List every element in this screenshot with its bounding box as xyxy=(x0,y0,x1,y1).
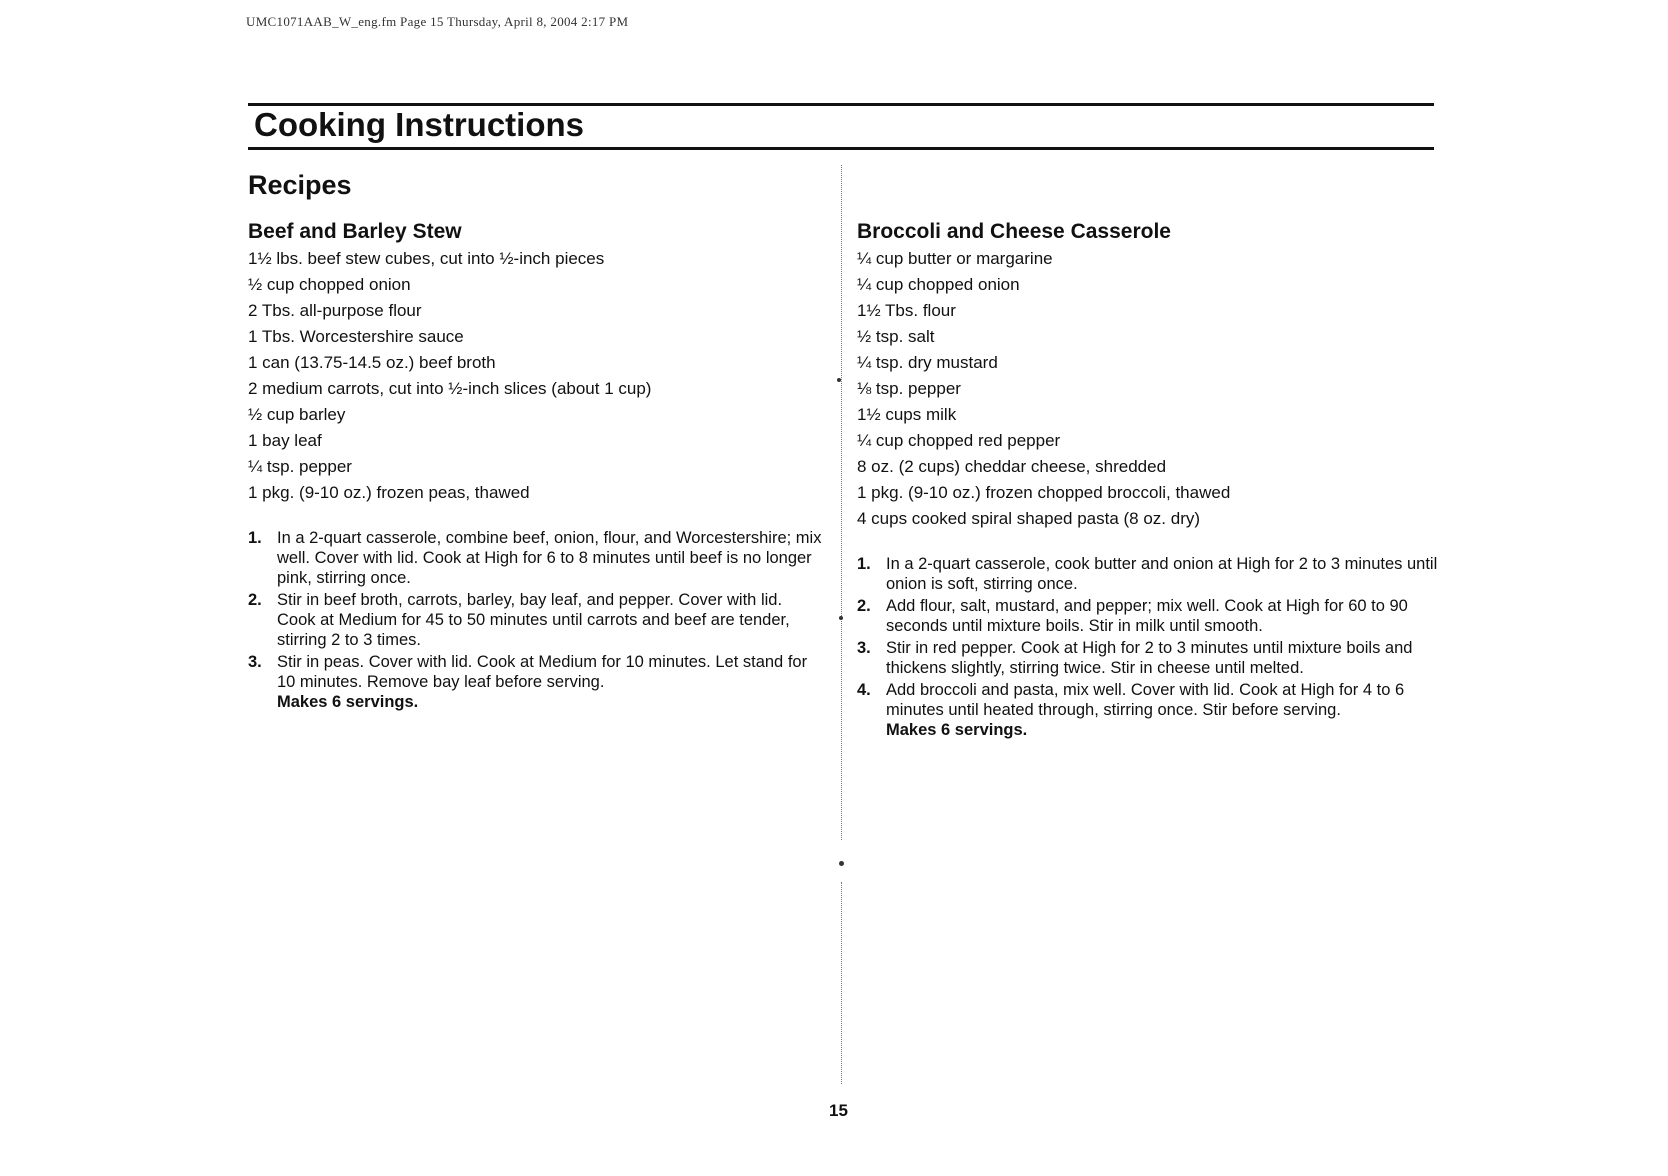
ingredient-item: 1½ Tbs. flour xyxy=(857,301,956,320)
ingredient-item: ¼ cup chopped onion xyxy=(857,275,1020,294)
ingredient-item: 1 can (13.75-14.5 oz.) beef broth xyxy=(248,353,496,372)
step-text: Stir in peas. Cover with lid. Cook at Medium for 10 minutes. Let stand for 10 minutes. Remove bay leaf before serving. xyxy=(277,653,808,691)
section-title: Recipes xyxy=(248,170,352,200)
recipe-broccoli-cheese-casserole xyxy=(857,218,1442,742)
page-title: Cooking Instructions xyxy=(254,106,584,143)
ingredient-item: 1 bay leaf xyxy=(248,431,322,450)
ingredient-item: ½ cup chopped onion xyxy=(248,275,411,294)
ingredient-item: 2 Tbs. all-purpose flour xyxy=(248,301,422,320)
ingredient-item: 8 oz. (2 cups) cheddar cheese, shredded xyxy=(857,457,1167,476)
step-text: Add flour, salt, mustard, and pepper; mix well. Cook at High for 60 to 90 seconds until mixture boils. Stir in milk until smooth. xyxy=(886,597,1408,635)
ingredient-item: ½ cup barley xyxy=(248,405,346,424)
registration-dot xyxy=(839,861,844,866)
step-list xyxy=(857,554,1442,740)
ingredient-item: 1 pkg. (9-10 oz.) frozen peas, thawed xyxy=(248,483,530,502)
step-item xyxy=(857,638,1442,678)
ingredient-item: ¼ tsp. pepper xyxy=(248,457,352,476)
step-number: 1. xyxy=(857,555,871,573)
step-text: Stir in beef broth, carrots, barley, bay leaf, and pepper. Cover with lid. Cook at Medium for 45 to 50 minutes until carrots and beef are tender, stirring 2 to 3 times. xyxy=(277,591,790,649)
step-text: In a 2-quart casserole, cook butter and onion at High for 2 to 3 minutes until onion is soft, stirring once. xyxy=(886,555,1438,593)
step-item xyxy=(248,590,823,650)
step-list xyxy=(248,528,823,712)
ingredient-item: 1 pkg. (9-10 oz.) frozen chopped broccoli, thawed xyxy=(857,483,1231,502)
recipe-title: Broccoli and Cheese Casserole xyxy=(857,220,1171,243)
ingredient-list xyxy=(248,246,823,506)
step-number: 2. xyxy=(857,597,871,615)
step-number: 2. xyxy=(248,591,262,609)
step-text: Stir in red pepper. Cook at High for 2 to 3 minutes until mixture boils and thickens slightly, stirring twice. Stir in cheese until melted. xyxy=(886,639,1413,677)
ingredient-item: 1½ cups milk xyxy=(857,405,957,424)
column-divider xyxy=(841,882,842,1084)
ingredient-item: ⅛ tsp. pepper xyxy=(857,379,961,398)
ingredient-item: 1 Tbs. Worcestershire sauce xyxy=(248,327,464,346)
step-number: 4. xyxy=(857,681,871,699)
step-text: In a 2-quart casserole, combine beef, onion, flour, and Worcestershire; mix well. Cover with lid. Cook at High for 6 to 8 minutes until beef is no longer pink, stirring once. xyxy=(277,529,822,587)
step-item xyxy=(857,554,1442,594)
ingredient-item: ¼ cup chopped red pepper xyxy=(857,431,1061,450)
recipe-title: Beef and Barley Stew xyxy=(248,220,462,243)
servings-note: Makes 6 servings. xyxy=(886,721,1028,739)
ingredient-item: 2 medium carrots, cut into ½-inch slices (about 1 cup) xyxy=(248,379,652,398)
registration-dot xyxy=(837,378,841,382)
servings-note: Makes 6 servings. xyxy=(277,693,419,711)
column-divider xyxy=(841,165,842,840)
step-number: 3. xyxy=(248,653,262,671)
ingredient-item: 4 cups cooked spiral shaped pasta (8 oz. dry) xyxy=(857,509,1201,528)
ingredient-item: ½ tsp. salt xyxy=(857,327,935,346)
step-item xyxy=(248,528,823,588)
ingredient-item: ¼ tsp. dry mustard xyxy=(857,353,998,372)
ingredient-item: ¼ cup butter or margarine xyxy=(857,249,1053,268)
registration-dot xyxy=(839,616,843,620)
step-text: Add broccoli and pasta, mix well. Cover with lid. Cook at High for 4 to 6 minutes until heated through, stirring once. Stir before serving. xyxy=(886,681,1405,719)
recipe-beef-barley-stew xyxy=(248,218,823,714)
step-number: 3. xyxy=(857,639,871,657)
title-bottom-rule xyxy=(248,147,1434,150)
step-item xyxy=(857,680,1442,740)
ingredient-item: 1½ lbs. beef stew cubes, cut into ½-inch pieces xyxy=(248,249,605,268)
ingredient-list xyxy=(857,246,1442,532)
page-number: 15 xyxy=(829,1101,848,1120)
step-item xyxy=(248,652,823,712)
step-number: 1. xyxy=(248,529,262,547)
file-header: UMC1071AAB_W_eng.fm Page 15 Thursday, April 8, 2004 2:17 PM xyxy=(246,14,629,29)
step-item xyxy=(857,596,1442,636)
